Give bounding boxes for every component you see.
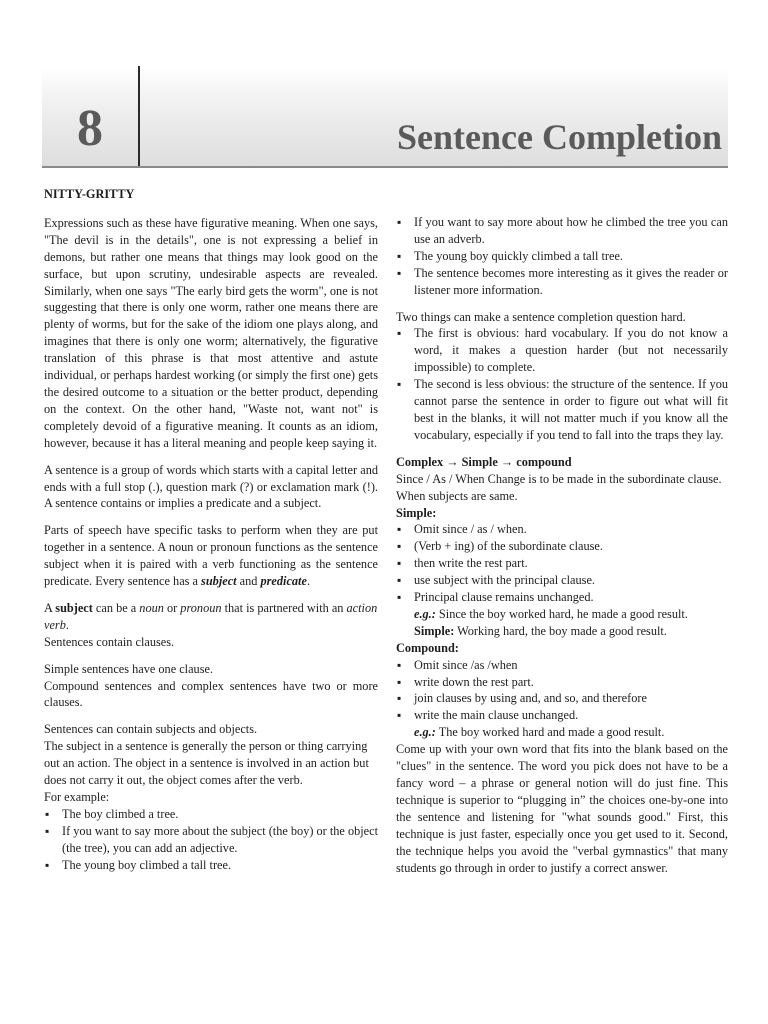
section-heading: NITTY-GRITTY (44, 187, 135, 201)
left-column (44, 186, 378, 884)
complex-heading: Complex → Simple → compound (396, 454, 572, 469)
list-item: ▪ use subject with the principal clause. (396, 572, 728, 589)
chapter-title: Sentence Completion (397, 117, 722, 157)
example-simple: Simple: Working hard, the boy made a good result. (414, 623, 667, 638)
list-item: ▪ The first is obvious: hard vocabulary. If you do not know a word, it makes a question harder (but not necessarily impossible) to complete. (396, 325, 728, 376)
example-complex: e.g.: Since the boy worked hard, he made a good result. (414, 606, 688, 621)
compound-steps-list (396, 657, 728, 725)
paragraph-subject-object-definition: The subject in a sentence is generally the person or thing carrying out an action. The object in a sentence is involved in an action but does not carry it out, the object comes after the verb. (44, 739, 369, 788)
list-item: ▪ write down the rest part. (396, 674, 728, 691)
difficulty-list (396, 325, 728, 443)
paragraph-technique: Come up with your own word that fits into the blank based on the "clues" in the sentence. The word you pick does not have to be a fancy word – a phrase or general notion will do just fine. This technique is superior to “plugging in” the choices one-by-one into the sentence and listening for "what sounds good." First, this technique is just faster, especially once you get used to it. Second, the technique helps you avoid the "verbal gymnastics" that many students go through in order to justify a correct answer. (396, 742, 728, 875)
list-item: ▪ Principal clause remains unchanged. (396, 589, 728, 606)
header-divider (138, 66, 140, 166)
paragraph-subjects-objects: Sentences can contain subjects and objects. (44, 722, 258, 737)
list-item: ▪ If you want to say more about how he climbed the tree you can use an adverb. (396, 214, 728, 248)
simple-steps-list (396, 521, 728, 606)
paragraph-idioms: Expressions such as these have figurative meaning. When one says, "The devil is in the details", one is not expressing a belief in demons, but rather one means that things may look good on the surface, but upon scrutiny, undesirable aspects are revealed. Similarly, when one says "The early bird gets the worm", one is not suggesting that there is only one worm, rather one means there are plenty of worms, but for the sake of the idiom one plays along, and imagines that there is only one worm; alternatively, the figurative translation of this phrase is that most attentive and astute individual, or perhaps hardest working (or simply the first one) gets the desired outcome to a situation or the better product, depending on the context. On the other hand, "Waste not, want not" is completely devoid of a figurative meaning. It counts as an idiom, however, because it has a literal meaning and people keep saying it. (44, 215, 378, 450)
list-item: ▪ The second is less obvious: the structure of the sentence. If you cannot parse the sentence in order to figure out what will fit best in the blanks, it will not matter much if you know all the vocabulary, especially if you tend to fall into the traps they lay. (396, 376, 728, 444)
complex-text: Since / As / When Change is to be made in the subordinate clause. When subjects are same. (396, 471, 722, 503)
list-item: ▪ The boy climbed a tree. (44, 806, 378, 823)
chapter-number: 8 (77, 100, 103, 157)
list-item: ▪ If you want to say more about the subject (the boy) or the object (the tree), you can add an adjective. (44, 823, 378, 857)
paragraph-subject-definition: A subject can be a noun or pronoun that is partnered with an action verb. (44, 600, 378, 632)
paragraph-compound-sentences: Compound sentences and complex sentences have two or more clauses. (44, 678, 378, 710)
list-item: ▪ The young boy climbed a tall tree. (44, 857, 378, 874)
list-item: ▪ Omit since / as / when. (396, 521, 728, 538)
example-list (44, 806, 378, 874)
paragraph-clauses: Sentences contain clauses. (44, 634, 175, 649)
example-compound: e.g.: The boy worked hard and made a good result. (414, 725, 665, 740)
adverb-list (396, 214, 728, 299)
list-item: ▪ The sentence becomes more interesting as it gives the reader or listener more information. (396, 265, 728, 299)
paragraph-sentence-definition: A sentence is a group of words which starts with a capital letter and ends with a full stop (.), question mark (?) or exclamation mark (!). A sentence contains or implies a predicate and a subject. (44, 462, 378, 511)
paragraph-for-example: For example: (44, 790, 110, 804)
list-item: ▪ write the main clause unchanged. (396, 707, 728, 724)
paragraph-two-things: Two things can make a sentence completion question hard. (396, 309, 686, 324)
list-item: ▪ then write the rest part. (396, 555, 728, 572)
list-item: ▪ Omit since /as /when (396, 657, 728, 674)
simple-heading: Simple: (396, 505, 437, 520)
list-item: ▪ join clauses by using and, and so, and therefore (396, 690, 728, 707)
paragraph-parts-of-speech: Parts of speech have specific tasks to perform when they are put together in a sentence. A noun or pronoun functions as the sentence subject when it is paired with a verb functioning as the sentence predicate. Every sentence has a subject and predicate. (44, 523, 378, 589)
right-column (396, 214, 728, 886)
list-item: ▪ The young boy quickly climbed a tall tree. (396, 248, 728, 265)
paragraph-simple-sentences: Simple sentences have one clause. (44, 661, 214, 676)
compound-heading: Compound: (396, 640, 459, 655)
list-item: ▪ (Verb + ing) of the subordinate clause. (396, 538, 728, 555)
